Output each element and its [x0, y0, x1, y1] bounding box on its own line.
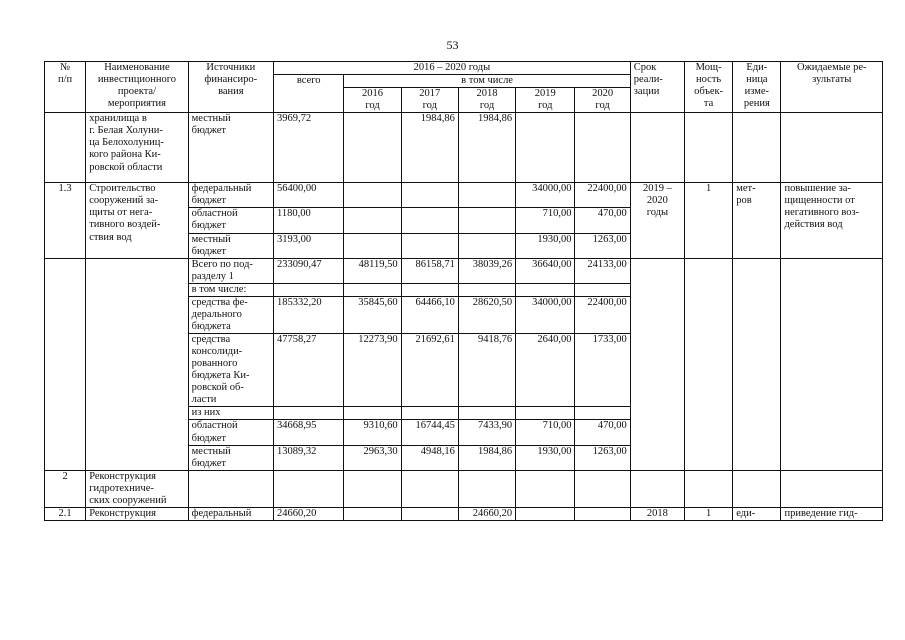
row-source: местный бюджет: [188, 233, 273, 258]
cell-2020: 470,00: [575, 420, 630, 445]
cell-power: 1: [685, 183, 733, 258]
row-name: Реконструкция: [86, 507, 188, 520]
cell-power: [685, 470, 733, 507]
cell-2017: [401, 283, 458, 296]
cell-2016: 48119,50: [344, 258, 401, 283]
cell-2016: 2963,30: [344, 445, 401, 470]
col-name-header: Наименование инвестиционного проекта/ мероприятия: [86, 62, 188, 113]
cell-power: [685, 258, 733, 470]
cell-2016: 9310,60: [344, 420, 401, 445]
cell-total: [274, 407, 344, 420]
cell-term: 2018: [630, 507, 684, 520]
col-including-header: в том числе: [344, 75, 630, 88]
cell-2017: [401, 470, 458, 507]
cell-total: 3193,00: [274, 233, 344, 258]
cell-2017: [401, 507, 458, 520]
cell-2016: [344, 233, 401, 258]
cell-total: 34668,95: [274, 420, 344, 445]
cell-2018: 9418,76: [458, 334, 515, 407]
cell-result: повышение за- щищенности от негативного воз- действия вод: [781, 183, 883, 258]
cell-2016: 35845,60: [344, 296, 401, 333]
row-name: [86, 258, 188, 470]
cell-2020: [575, 407, 630, 420]
cell-total: 13089,32: [274, 445, 344, 470]
cell-total: 3969,72: [274, 113, 344, 183]
row-num: 2: [45, 470, 86, 507]
row-source: местный бюджет: [188, 113, 273, 183]
cell-2019: 710,00: [516, 208, 575, 233]
cell-2018: 1984,86: [458, 445, 515, 470]
cell-2016: [344, 113, 401, 183]
cell-result: [781, 470, 883, 507]
cell-total: 185332,20: [274, 296, 344, 333]
row-source: [188, 470, 273, 507]
col-source-header: Источники финансиро- вания: [188, 62, 273, 113]
cell-2017: [401, 233, 458, 258]
cell-2019: 1930,00: [516, 445, 575, 470]
col-2016-header: 2016 год: [344, 88, 401, 113]
cell-2020: [575, 470, 630, 507]
cell-2016: [344, 208, 401, 233]
table-row: [45, 113, 883, 183]
cell-2020: 1263,00: [575, 445, 630, 470]
cell-term: [630, 258, 684, 470]
col-results-header: Ожидаемые ре- зультаты: [781, 62, 883, 113]
cell-2018: 24660,20: [458, 507, 515, 520]
cell-result: [781, 258, 883, 470]
table-row: [45, 507, 883, 520]
cell-2018: 28620,50: [458, 296, 515, 333]
cell-2018: [458, 233, 515, 258]
cell-2016: [344, 283, 401, 296]
col-2017-header: 2017 год: [401, 88, 458, 113]
cell-2020: 470,00: [575, 208, 630, 233]
cell-2017: 16744,45: [401, 420, 458, 445]
cell-result: [781, 113, 883, 183]
row-source: в том числе:: [188, 283, 273, 296]
cell-2017: [401, 183, 458, 208]
cell-unit: еди-: [733, 507, 781, 520]
cell-term: [630, 470, 684, 507]
cell-total: 47758,27: [274, 334, 344, 407]
cell-2018: 7433,90: [458, 420, 515, 445]
cell-2017: [401, 208, 458, 233]
row-source: федеральный: [188, 507, 273, 520]
row-num: 2.1: [45, 507, 86, 520]
col-term-header: Срок реали- зации: [630, 62, 684, 113]
cell-2020: [575, 113, 630, 183]
cell-2019: [516, 113, 575, 183]
row-name: Строительство сооружений за- щиты от нега- тивного воздей- ствия вод: [86, 183, 188, 258]
table-row: [45, 470, 883, 507]
cell-total: [274, 470, 344, 507]
cell-unit: [733, 470, 781, 507]
cell-2018: [458, 208, 515, 233]
cell-2020: 22400,00: [575, 183, 630, 208]
table-row: [45, 258, 883, 283]
row-num: [45, 113, 86, 183]
cell-unit: [733, 113, 781, 183]
cell-2020: 24133,00: [575, 258, 630, 283]
table-row: [45, 183, 883, 208]
cell-2016: [344, 507, 401, 520]
cell-2019: [516, 507, 575, 520]
cell-2019: 2640,00: [516, 334, 575, 407]
cell-total: 1180,00: [274, 208, 344, 233]
row-source: федеральный бюджет: [188, 183, 273, 208]
cell-2020: [575, 283, 630, 296]
cell-2020: 22400,00: [575, 296, 630, 333]
cell-2018: [458, 470, 515, 507]
row-source: Всего по под- разделу 1: [188, 258, 273, 283]
cell-2018: [458, 283, 515, 296]
row-name: хранилища в г. Белая Холуни- ца Белохолуниц- кого района Ки- ровской области: [86, 113, 188, 183]
cell-total: 233090,47: [274, 258, 344, 283]
cell-2017: 4948,16: [401, 445, 458, 470]
cell-unit: мет- ров: [733, 183, 781, 258]
cell-2018: 38039,26: [458, 258, 515, 283]
row-num: [45, 258, 86, 470]
cell-2016: 12273,90: [344, 334, 401, 407]
cell-2016: [344, 470, 401, 507]
cell-2016: [344, 183, 401, 208]
cell-2019: 36640,00: [516, 258, 575, 283]
cell-2017: 64466,10: [401, 296, 458, 333]
row-source: местный бюджет: [188, 445, 273, 470]
col-total-header: всего: [274, 75, 344, 113]
cell-total: [274, 283, 344, 296]
cell-2018: [458, 183, 515, 208]
cell-2016: [344, 407, 401, 420]
row-num: 1.3: [45, 183, 86, 258]
cell-2020: 1263,00: [575, 233, 630, 258]
cell-2019: [516, 470, 575, 507]
row-source: областной бюджет: [188, 420, 273, 445]
row-source: средства консолиди- рованного бюджета Ки- ровской об- ласти: [188, 334, 273, 407]
cell-2017: 86158,71: [401, 258, 458, 283]
col-unit-header: Еди- ница изме- рения: [733, 62, 781, 113]
col-num-header: № п/п: [45, 62, 86, 113]
cell-2019: 34000,00: [516, 183, 575, 208]
cell-2018: 1984,86: [458, 113, 515, 183]
page-number: 53: [446, 38, 459, 52]
row-name: Реконструкция гидротехниче- ских сооружений: [86, 470, 188, 507]
cell-2018: [458, 407, 515, 420]
row-source: из них: [188, 407, 273, 420]
cell-result: приведение гид-: [781, 507, 883, 520]
cell-total: 24660,20: [274, 507, 344, 520]
col-power-header: Мощ- ность объек- та: [685, 62, 733, 113]
cell-total: 56400,00: [274, 183, 344, 208]
cell-2017: 1984,86: [401, 113, 458, 183]
cell-2020: 1733,00: [575, 334, 630, 407]
header-row-1: [45, 62, 883, 75]
cell-term: [630, 113, 684, 183]
cell-power: [685, 113, 733, 183]
cell-2017: [401, 407, 458, 420]
row-source: средства фе- дерального бюджета: [188, 296, 273, 333]
cell-term: 2019 – 2020 годы: [630, 183, 684, 258]
cell-2019: [516, 283, 575, 296]
cell-unit: [733, 258, 781, 470]
cell-2019: 1930,00: [516, 233, 575, 258]
cell-power: 1: [685, 507, 733, 520]
col-2018-header: 2018 год: [458, 88, 515, 113]
cell-2020: [575, 507, 630, 520]
cell-2017: 21692,61: [401, 334, 458, 407]
cell-2019: 710,00: [516, 420, 575, 445]
row-source: областной бюджет: [188, 208, 273, 233]
investment-table: [44, 61, 883, 521]
col-period-header: 2016 – 2020 годы: [274, 62, 631, 75]
col-2020-header: 2020 год: [575, 88, 630, 113]
cell-2019: 34000,00: [516, 296, 575, 333]
col-2019-header: 2019 год: [516, 88, 575, 113]
cell-2019: [516, 407, 575, 420]
